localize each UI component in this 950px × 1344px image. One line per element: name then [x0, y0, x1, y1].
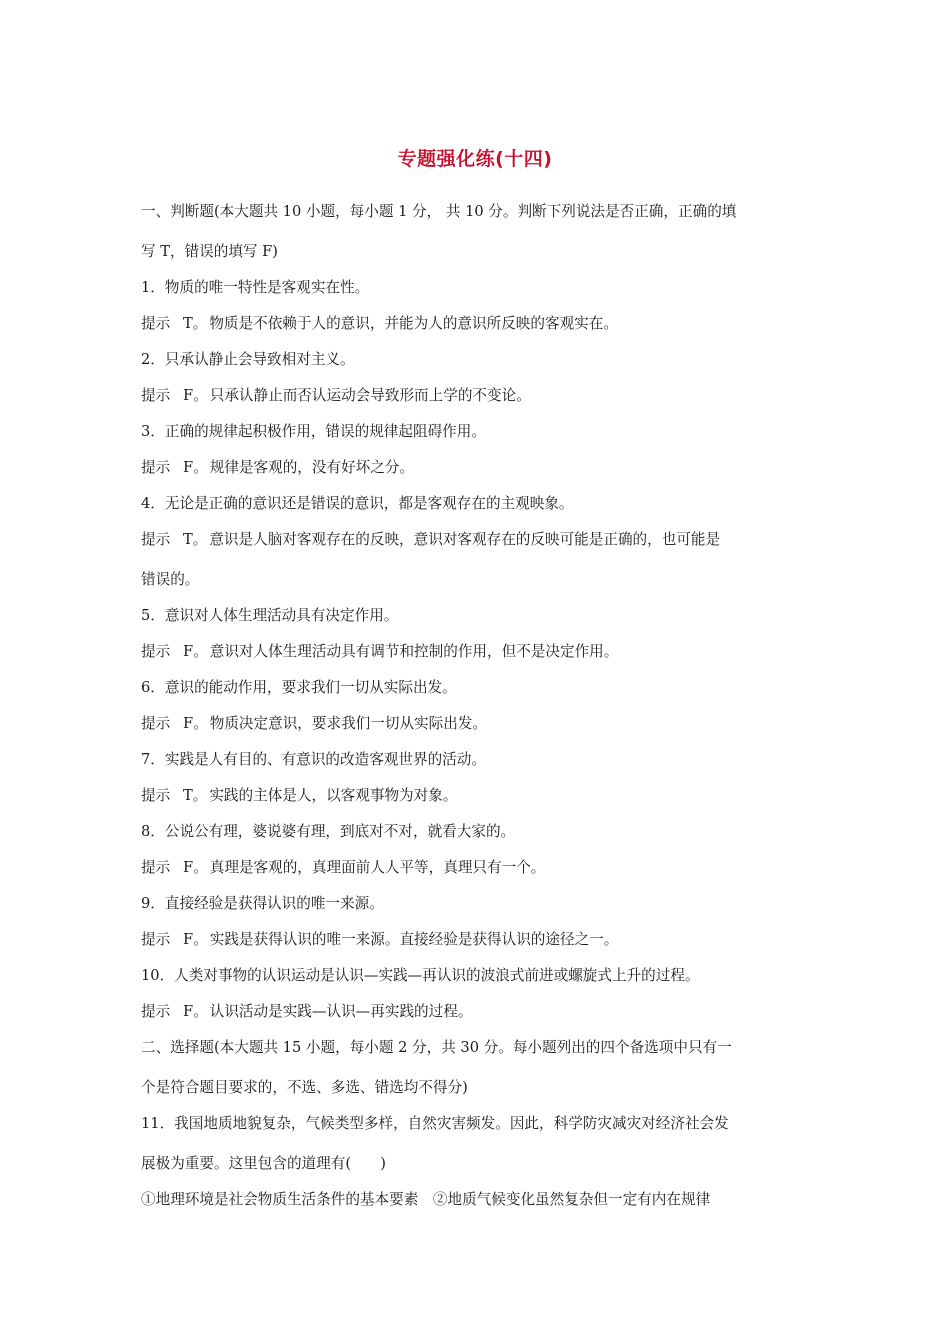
tip-label: 提示 — [141, 1003, 171, 1020]
tip-answer: T。 — [183, 315, 208, 332]
question-9: 9．直接经验是获得认识的唯一来源。 — [141, 895, 384, 912]
document-body — [141, 200, 809, 1224]
page-title: 专题强化练(十四) — [397, 148, 553, 170]
tip-9 — [141, 928, 809, 964]
tip-explanation: 真理是客观的，真理面前人人平等，真理只有一个。 — [209, 859, 546, 876]
question-11-options: ①地理环境是社会物质生活条件的基本要素 ②地质气候变化虽然复杂但一定有内在规律 — [141, 1191, 711, 1208]
tip-2 — [141, 384, 809, 420]
question-2: 2．只承认静止会导致相对主义。 — [141, 351, 355, 368]
tip-answer: F。 — [183, 859, 208, 876]
section1-heading-cont: 写 T，错误的填写 F) — [141, 243, 278, 260]
tip-label: 提示 — [141, 859, 171, 876]
tip-label: 提示 — [141, 715, 171, 732]
tip-3 — [141, 456, 809, 492]
tip-label: 提示 — [141, 459, 171, 476]
tip-7 — [141, 784, 809, 820]
section2-heading-cont: 个是符合题目要求的，不选、多选、错选均不得分) — [141, 1079, 468, 1096]
tip-label: 提示 — [141, 531, 171, 548]
question-4: 4．无论是正确的意识还是错误的意识，都是客观存在的主观映象。 — [141, 495, 574, 512]
tip-explanation: 规律是客观的，没有好坏之分。 — [209, 459, 415, 476]
question-11: 11．我国地质地貌复杂，气候类型多样，自然灾害频发。因此，科学防灾减灾对经济社会发 — [141, 1115, 729, 1132]
tip-explanation: 只承认静止而否认运动会导致形而上学的不变论。 — [209, 387, 531, 404]
tip-4 — [141, 528, 809, 568]
tip-label: 提示 — [141, 315, 171, 332]
question-6: 6．意识的能动作用，要求我们一切从实际出发。 — [141, 679, 457, 696]
tip-answer: F。 — [183, 643, 208, 660]
tip-answer: F。 — [183, 715, 208, 732]
tip-8 — [141, 856, 809, 892]
tip-explanation: 意识是人脑对客观存在的反映，意识对客观存在的反映可能是正确的，也可能是 — [209, 531, 721, 548]
tip-label: 提示 — [141, 931, 171, 948]
question-3: 3．正确的规律起积极作用，错误的规律起阻碍作用。 — [141, 423, 486, 440]
tip-explanation: 意识对人体生理活动具有调节和控制的作用，但不是决定作用。 — [209, 643, 619, 660]
question-5: 5．意识对人体生理活动具有决定作用。 — [141, 607, 399, 624]
question-10: 10．人类对事物的认识运动是认识—实践—再认识的波浪式前进或螺旋式上升的过程。 — [141, 967, 700, 984]
question-11-cont: 展极为重要。这里包含的道理有( ) — [141, 1155, 386, 1172]
tip-answer: F。 — [183, 1003, 208, 1020]
section2-heading: 二、选择题(本大题共 15 小题，每小题 2 分，共 30 分。每小题列出的四个备选项中只有一 — [141, 1039, 732, 1056]
tip-1 — [141, 312, 809, 348]
question-7: 7．实践是人有目的、有意识的改造客观世界的活动。 — [141, 751, 486, 768]
tip-answer: F。 — [183, 387, 208, 404]
tip-answer: T。 — [183, 531, 208, 548]
tip-5 — [141, 640, 809, 676]
tip-answer: T。 — [183, 787, 208, 804]
tip-explanation: 物质是不依赖于人的意识，并能为人的意识所反映的客观实在。 — [209, 315, 618, 332]
tip-explanation: 认识活动是实践—认识—再实践的过程。 — [209, 1003, 473, 1020]
tip-6 — [141, 712, 809, 748]
tip-explanation: 实践的主体是人，以客观事物为对象。 — [209, 787, 458, 804]
question-1: 1．物质的唯一特性是客观实在性。 — [141, 279, 370, 296]
tip-answer: F。 — [183, 459, 208, 476]
tip-label: 提示 — [141, 387, 171, 404]
section1-heading: 一、判断题(本大题共 10 小题，每小题 1 分， 共 10 分。判断下列说法是否正确，正确的填 — [141, 203, 737, 220]
tip-label: 提示 — [141, 787, 171, 804]
tip-10 — [141, 1000, 809, 1036]
tip-answer: F。 — [183, 931, 208, 948]
tip-explanation: 物质决定意识，要求我们一切从实际出发。 — [209, 715, 488, 732]
tip-4-cont: 错误的。 — [141, 571, 200, 588]
tip-label: 提示 — [141, 643, 171, 660]
question-8: 8．公说公有理，婆说婆有理，到底对不对，就看大家的。 — [141, 823, 516, 840]
tip-explanation: 实践是获得认识的唯一来源。直接经验是获得认识的途径之一。 — [209, 931, 619, 948]
